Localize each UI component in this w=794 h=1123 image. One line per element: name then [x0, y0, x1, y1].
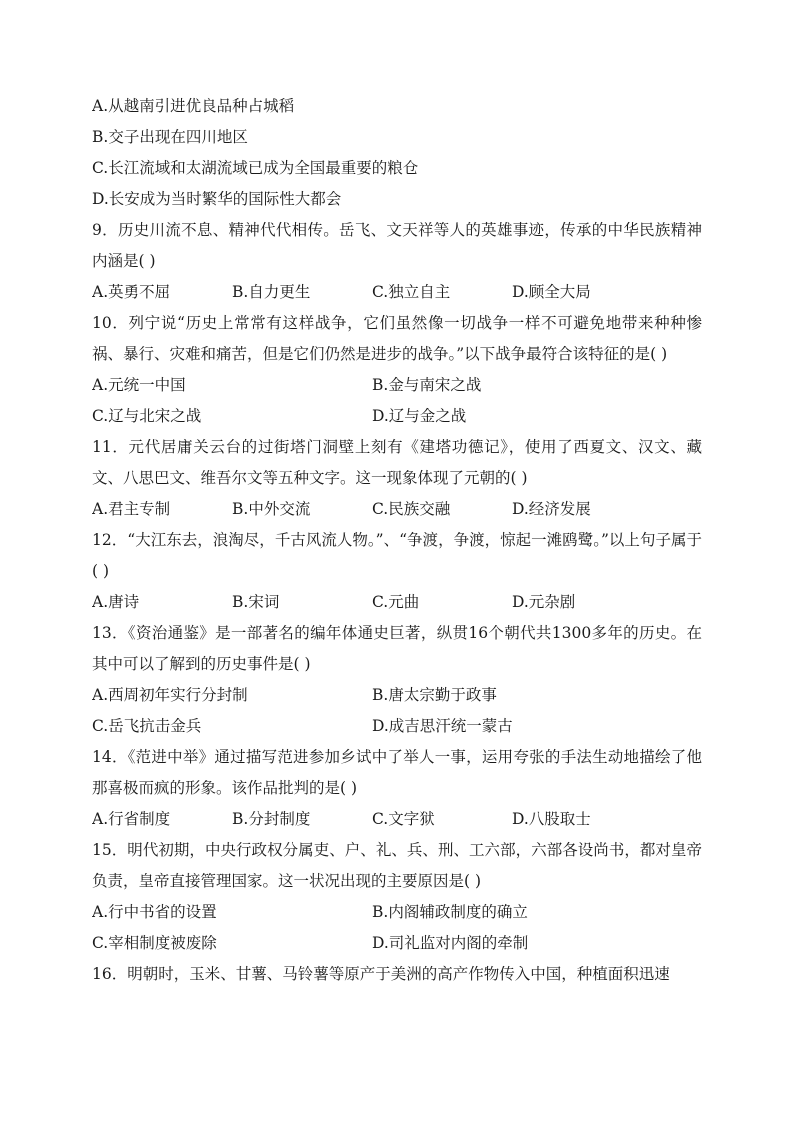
q9-option-b: B.自力更生 — [232, 283, 311, 301]
q15-option-c: C.宰相制度被废除 — [92, 934, 217, 952]
q11-option-b: B.中外交流 — [232, 500, 311, 518]
q9-option-d: D.顾全大局 — [512, 283, 591, 301]
q9-stem: 9．历史川流不息、精神代代相传。岳飞、文天祥等人的英雄事迹，传承的中华民族精神内涵是( ) — [92, 221, 702, 270]
q9-options — [92, 277, 702, 308]
q14-option-a: A.行省制度 — [92, 810, 171, 828]
q11-stem: 11．元代居庸关云台的过街塔门洞壁上刻有《建塔功德记》，使用了西夏文、汉文、藏文、八思巴文、维吾尔文等五种文字。这一现象体现了元朝的( ) — [92, 438, 702, 487]
q14-options — [92, 804, 702, 835]
q15-options-row2 — [92, 928, 702, 959]
q13-options-row1 — [92, 680, 702, 711]
q12-option-b: B.宋词 — [232, 593, 280, 611]
q12-option-d: D.元杂剧 — [512, 593, 576, 611]
q8-option-c: C.长江流域和太湖流域已成为全国最重要的粮仓 — [92, 159, 419, 177]
q13-stem: 13．《资治通鉴》是一部著名的编年体通史巨著，纵贯16个朝代共1300多年的历史。在其中可以了解到的历史事件是( ) — [92, 624, 702, 673]
q8-option-b: B.交子出现在四川地区 — [92, 128, 248, 146]
q12-option-a: A.唐诗 — [92, 593, 140, 611]
q13-option-a: A.西周初年实行分封制 — [92, 686, 248, 704]
q10-option-b: B.金与南宋之战 — [372, 376, 482, 394]
q15-option-a: A.行中书省的设置 — [92, 903, 217, 921]
q8-option-a: A.从越南引进优良品种占城稻 — [92, 97, 295, 115]
q11-option-c: C.民族交融 — [372, 500, 451, 518]
q10-options-row2 — [92, 401, 702, 432]
q9-option-a: A.英勇不屈 — [92, 283, 171, 301]
q13-option-d: D.成吉思汗统一蒙古 — [372, 717, 513, 735]
q11-option-a: A.君主专制 — [92, 500, 171, 518]
q10-option-c: C.辽与北宋之战 — [92, 407, 202, 425]
q14-option-b: B.分封制度 — [232, 810, 311, 828]
q10-option-a: A.元统一中国 — [92, 376, 186, 394]
q15-option-d: D.司礼监对内阁的牵制 — [372, 934, 529, 952]
q14-option-c: C.文字狱 — [372, 810, 435, 828]
q10-option-d: D.辽与金之战 — [372, 407, 467, 425]
q12-options — [92, 587, 702, 618]
q16-stem: 16．明朝时，玉米、甘薯、马铃薯等原产于美洲的高产作物传入中国，种植面积迅速 — [92, 965, 670, 983]
q13-option-b: B.唐太宗勤于政事 — [372, 686, 497, 704]
q15-option-b: B.内阁辅政制度的确立 — [372, 903, 528, 921]
q13-option-c: C.岳飞抗击金兵 — [92, 717, 202, 735]
q11-option-d: D.经济发展 — [512, 500, 591, 518]
q15-stem: 15．明代初期，中央行政权分属吏、户、礼、兵、刑、工六部，六部各设尚书，都对皇帝负责，皇帝直接管理国家。这一状况出现的主要原因是( ) — [92, 841, 702, 890]
q11-options — [92, 494, 702, 525]
q14-stem: 14．《范进中举》通过描写范进参加乡试中了举人一事，运用夸张的手法生动地描绘了他那喜极而疯的形象。该作品批判的是( ) — [92, 748, 702, 797]
q9-option-c: C.独立自主 — [372, 283, 451, 301]
q12-option-c: C.元曲 — [372, 593, 420, 611]
exam-page — [92, 91, 702, 990]
q12-stem: 12．“大江东去，浪淘尽，千古风流人物。”、“争渡，争渡，惊起一滩鸥鹭。”以上句子属于( ) — [92, 531, 702, 580]
q14-option-d: D.八股取士 — [512, 810, 591, 828]
q10-stem: 10．列宁说“历史上常常有这样战争，它们虽然像一切战争一样不可避免地带来种种惨祸、暴行、灾难和痛苦，但是它们仍然是进步的战争。”以下战争最符合该特征的是( ) — [92, 314, 702, 363]
q8-option-d: D.长安成为当时繁华的国际性大都会 — [92, 190, 342, 208]
q13-options-row2 — [92, 711, 702, 742]
q10-options-row1 — [92, 370, 702, 401]
q15-options-row1 — [92, 897, 702, 928]
